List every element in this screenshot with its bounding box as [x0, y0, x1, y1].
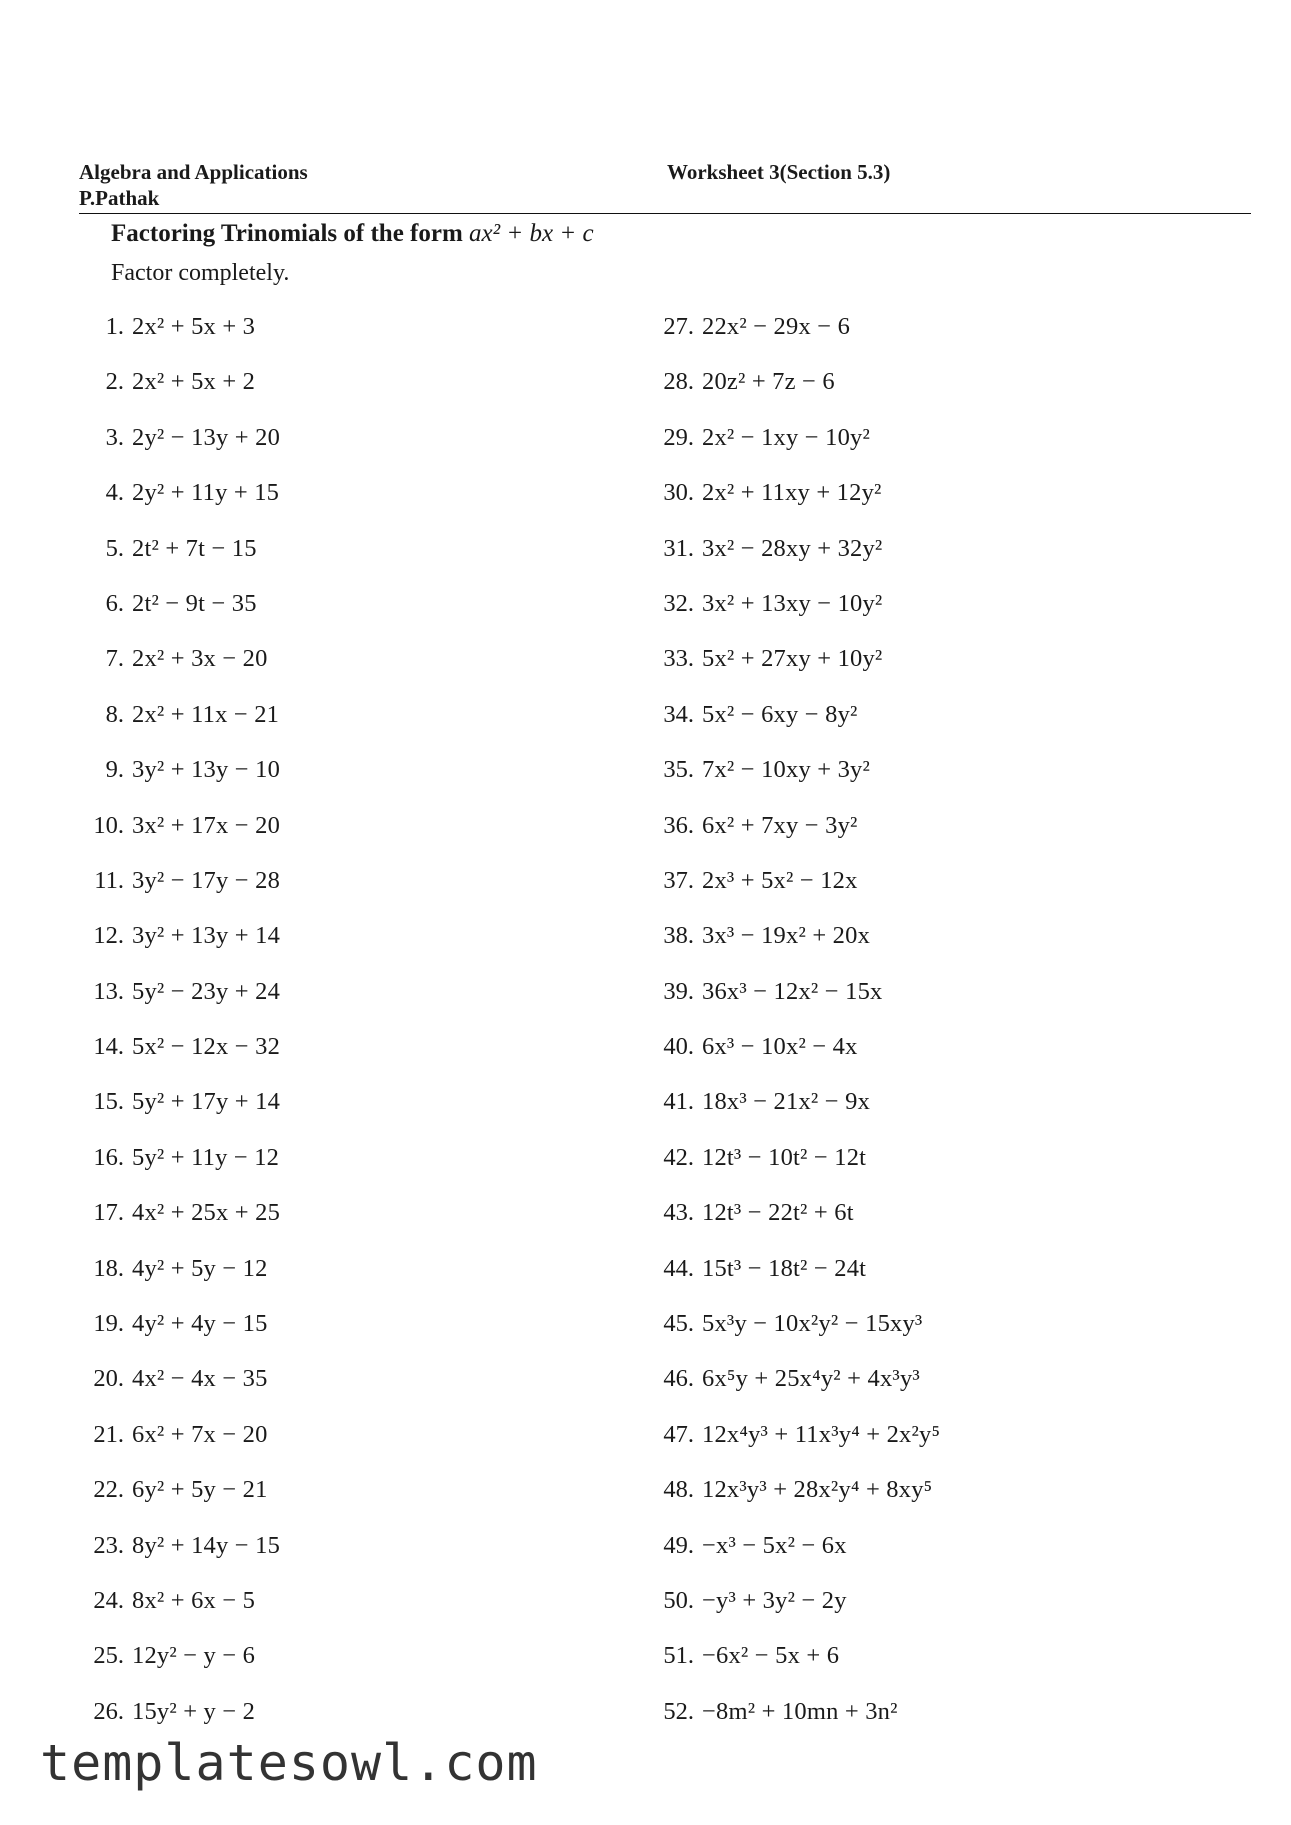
problem-expression: 3x³ − 19x² + 20x	[702, 922, 871, 950]
problem-number: 29.	[663, 423, 694, 451]
problem-number: 50.	[663, 1586, 694, 1614]
problem-expression: 15t³ − 18t² − 24t	[702, 1254, 867, 1282]
header-left	[79, 159, 308, 211]
problem-item	[70, 1419, 610, 1474]
problem-item	[70, 810, 610, 865]
problem-item	[70, 1585, 610, 1640]
problem-item	[70, 588, 610, 643]
section-title	[111, 220, 594, 248]
problem-number: 37.	[663, 866, 694, 894]
problem-number: 38.	[663, 922, 694, 950]
problem-number: 9.	[105, 756, 124, 784]
problem-expression: 12t³ − 22t² + 6t	[702, 1199, 854, 1227]
problem-number: 16.	[93, 1143, 124, 1171]
problem-expression: −x³ − 5x² − 6x	[702, 1531, 847, 1559]
problem-expression: 2x³ + 5x² − 12x	[702, 866, 858, 894]
problem-expression: 22x² − 29x − 6	[702, 313, 851, 340]
problem-expression: 6y² + 5y − 21	[132, 1476, 268, 1504]
problem-number: 26.	[93, 1697, 124, 1725]
problem-expression: 3y² + 13y + 14	[132, 922, 281, 950]
problem-number: 47.	[663, 1420, 694, 1448]
course-name: Algebra and Applications	[79, 160, 308, 184]
problem-number: 4.	[105, 479, 124, 507]
problem-item	[640, 865, 1180, 920]
problem-expression: 2x² + 5x + 2	[132, 368, 256, 396]
problem-number: 10.	[93, 811, 124, 839]
problem-item	[70, 366, 610, 421]
problem-number: 17.	[93, 1199, 124, 1227]
problem-number: 5.	[105, 534, 124, 562]
problem-item	[640, 422, 1180, 477]
problem-number: 44.	[663, 1254, 694, 1282]
problem-item	[640, 1419, 1180, 1474]
problem-item	[640, 1640, 1180, 1695]
problem-expression: 15y² + y − 2	[132, 1697, 256, 1725]
problem-expression: 12t³ − 10t² − 12t	[702, 1143, 867, 1171]
problem-number: 40.	[663, 1033, 694, 1061]
problem-number: 25.	[93, 1642, 124, 1670]
problem-number: 39.	[663, 977, 694, 1005]
problem-number: 51.	[663, 1642, 694, 1670]
problem-expression: −8m² + 10mn + 3n²	[702, 1697, 898, 1725]
problem-number: 48.	[663, 1476, 694, 1504]
problem-expression: −6x² − 5x + 6	[702, 1642, 840, 1670]
problem-item	[640, 643, 1180, 698]
problem-expression: 18x³ − 21x² − 9x	[702, 1088, 871, 1116]
problem-expression: 6x² + 7x − 20	[132, 1420, 268, 1448]
problem-expression: −y³ + 3y² − 2y	[702, 1586, 847, 1614]
section-title-math: ax² + bx + c	[469, 220, 594, 247]
problem-item	[70, 1530, 610, 1585]
problem-item	[640, 1142, 1180, 1197]
author-name: P.Pathak	[79, 186, 160, 210]
problem-number: 13.	[93, 977, 124, 1005]
problem-item	[640, 920, 1180, 975]
problem-number: 43.	[663, 1199, 694, 1227]
problem-number: 8.	[105, 700, 124, 728]
problem-item	[640, 1474, 1180, 1529]
problem-expression: 2x² + 3x − 20	[132, 645, 268, 673]
problem-number: 20.	[93, 1365, 124, 1393]
problem-expression: 2y² − 13y + 20	[132, 423, 281, 451]
section-title-text: Factoring Trinomials of the form	[111, 220, 463, 247]
problem-item	[70, 754, 610, 809]
problem-number: 22.	[93, 1476, 124, 1504]
problem-expression: 20z² + 7z − 6	[702, 368, 835, 396]
problem-number: 14.	[93, 1033, 124, 1061]
problem-expression: 3x² + 13xy − 10y²	[702, 589, 883, 617]
problem-expression: 2x² + 11x − 21	[132, 700, 280, 728]
problem-expression: 5x² − 6xy − 8y²	[702, 700, 858, 728]
problem-number: 33.	[663, 645, 694, 673]
problem-number: 28.	[663, 368, 694, 396]
problem-number: 41.	[663, 1088, 694, 1116]
problem-item	[640, 1363, 1180, 1418]
problem-expression: 7x² − 10xy + 3y²	[702, 756, 871, 784]
problem-number: 31.	[663, 534, 694, 562]
problem-number: 52.	[663, 1697, 694, 1725]
problem-number: 24.	[93, 1586, 124, 1614]
problem-number: 23.	[93, 1531, 124, 1559]
problem-expression: 5y² + 17y + 14	[132, 1088, 281, 1116]
problem-item	[70, 477, 610, 532]
problem-expression: 4x² + 25x + 25	[132, 1199, 281, 1227]
problem-expression: 5y² + 11y − 12	[132, 1143, 280, 1171]
problem-item	[640, 1086, 1180, 1141]
problem-number: 11.	[94, 866, 124, 894]
problem-expression: 8x² + 6x − 5	[132, 1586, 256, 1614]
problem-expression: 5x² + 27xy + 10y²	[702, 645, 883, 673]
problem-expression: 6x² + 7xy − 3y²	[702, 811, 858, 839]
problem-number: 45.	[663, 1310, 694, 1338]
problem-expression: 4y² + 4y − 15	[132, 1310, 268, 1338]
problem-item	[70, 1031, 610, 1086]
problem-expression: 4y² + 5y − 12	[132, 1254, 268, 1282]
problem-item	[640, 311, 1180, 366]
problem-item	[640, 533, 1180, 588]
problem-number: 12.	[93, 922, 124, 950]
problem-number: 35.	[663, 756, 694, 784]
problem-expression: 4x² − 4x − 35	[132, 1365, 268, 1393]
problem-item	[640, 699, 1180, 754]
problem-item	[70, 422, 610, 477]
problem-number: 36.	[663, 811, 694, 839]
problem-item	[70, 865, 610, 920]
problem-item	[70, 1308, 610, 1363]
problem-item	[70, 1086, 610, 1141]
problem-number: 30.	[663, 479, 694, 507]
problem-number: 42.	[663, 1143, 694, 1171]
problem-column-left	[70, 311, 610, 1751]
problem-number: 2.	[105, 368, 124, 396]
problem-item	[640, 976, 1180, 1031]
problem-number: 3.	[105, 423, 124, 451]
problem-number: 32.	[663, 589, 694, 617]
problem-expression: 12y² − y − 6	[132, 1642, 256, 1670]
problem-item	[70, 1363, 610, 1418]
problem-item	[640, 588, 1180, 643]
problem-item	[640, 1696, 1180, 1751]
problem-expression: 3y² − 17y − 28	[132, 866, 281, 894]
problem-item	[70, 920, 610, 975]
problem-item	[640, 1308, 1180, 1363]
problem-item	[640, 1585, 1180, 1640]
problem-expression: 2x² + 5x + 3	[132, 313, 256, 340]
problem-expression: 6x³ − 10x² − 4x	[702, 1033, 858, 1061]
problem-item	[640, 1253, 1180, 1308]
problem-item	[70, 1474, 610, 1529]
problem-item	[640, 477, 1180, 532]
problem-number: 46.	[663, 1365, 694, 1393]
problem-item	[70, 1253, 610, 1308]
problem-expression: 5x² − 12x − 32	[132, 1033, 281, 1061]
problem-column-right	[640, 311, 1180, 1751]
problem-item	[640, 810, 1180, 865]
instruction-text: Factor completely.	[111, 260, 290, 286]
problem-number: 21.	[93, 1420, 124, 1448]
problem-item	[70, 643, 610, 698]
problem-expression: 3x² − 28xy + 32y²	[702, 534, 883, 562]
problem-expression: 2t² − 9t − 35	[132, 589, 257, 617]
problem-item	[70, 1640, 610, 1695]
problem-item	[640, 1197, 1180, 1252]
problem-expression: 6x⁵y + 25x⁴y² + 4x³y³	[702, 1365, 920, 1393]
problem-expression: 2x² − 1xy − 10y²	[702, 423, 871, 451]
problem-item	[640, 1530, 1180, 1585]
problem-number: 19.	[93, 1310, 124, 1338]
problem-expression: 2t² + 7t − 15	[132, 534, 257, 562]
problem-item	[70, 1142, 610, 1197]
problem-number: 49.	[663, 1531, 694, 1559]
problem-expression: 5y² − 23y + 24	[132, 977, 281, 1005]
problem-number: 1.	[105, 313, 124, 340]
problem-number: 18.	[93, 1254, 124, 1282]
problem-expression: 12x³y³ + 28x²y⁴ + 8xy⁵	[702, 1476, 933, 1504]
problem-item	[640, 754, 1180, 809]
problem-number: 6.	[105, 589, 124, 617]
problem-number: 27.	[663, 313, 694, 340]
problem-expression: 3y² + 13y − 10	[132, 756, 281, 784]
problem-number: 34.	[663, 700, 694, 728]
problem-expression: 2y² + 11y + 15	[132, 479, 280, 507]
watermark: templatesowl.com	[40, 1734, 538, 1792]
problem-expression: 5x³y − 10x²y² − 15xy³	[702, 1310, 923, 1338]
problem-item	[640, 366, 1180, 421]
problem-expression: 8y² + 14y − 15	[132, 1531, 281, 1559]
header-rule	[79, 213, 1251, 214]
problem-item	[70, 699, 610, 754]
problem-expression: 3x² + 17x − 20	[132, 811, 281, 839]
worksheet-label: Worksheet 3(Section 5.3)	[667, 160, 891, 184]
problem-number: 7.	[105, 645, 124, 673]
problem-expression: 36x³ − 12x² − 15x	[702, 977, 883, 1005]
problem-expression: 2x² + 11xy + 12y²	[702, 479, 882, 507]
problem-item	[70, 311, 610, 366]
problem-expression: 12x⁴y³ + 11x³y⁴ + 2x²y⁵	[702, 1420, 941, 1448]
problem-number: 15.	[93, 1088, 124, 1116]
problem-item	[640, 1031, 1180, 1086]
problem-item	[70, 1197, 610, 1252]
problem-item	[70, 533, 610, 588]
problem-item	[70, 976, 610, 1031]
